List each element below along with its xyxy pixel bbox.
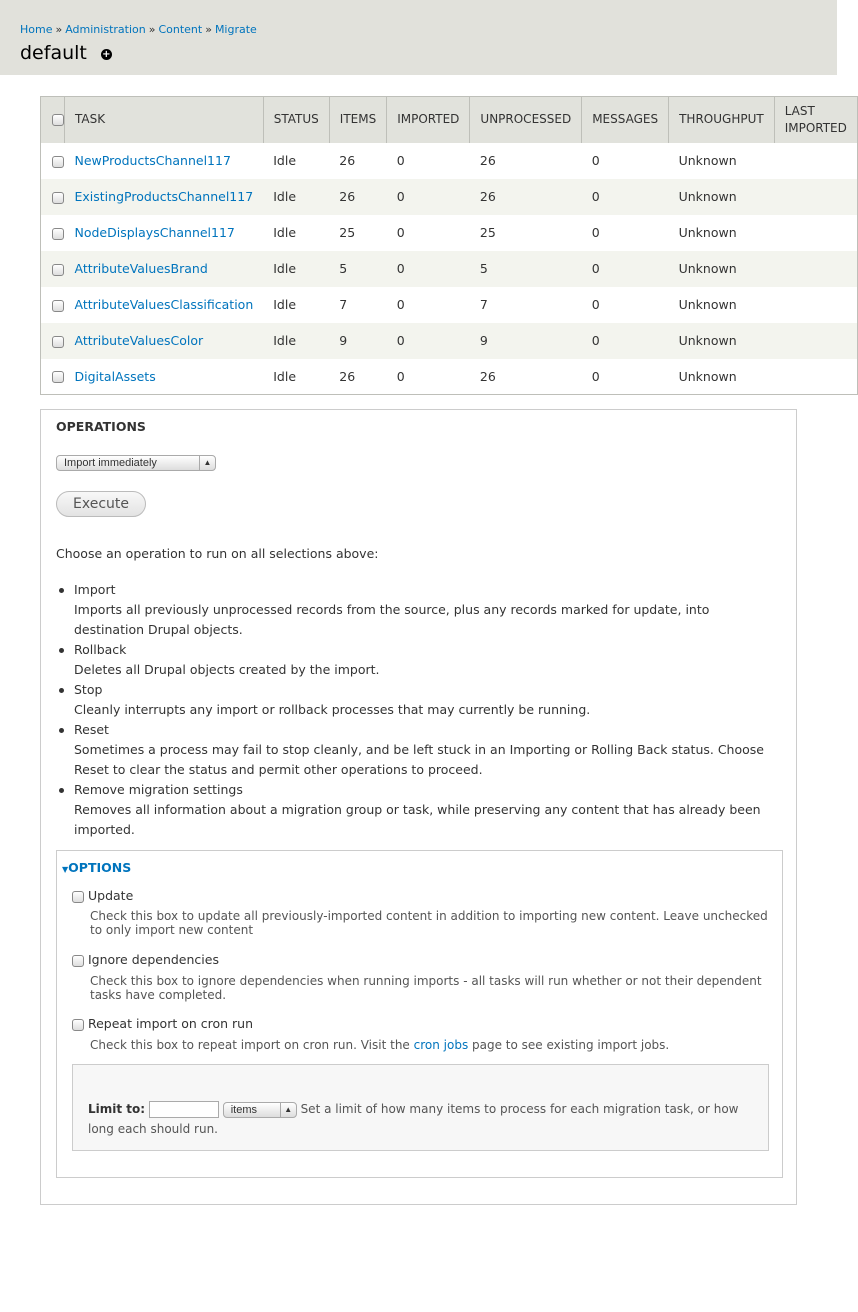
cell-last-imported	[774, 359, 857, 395]
cell-imported: 0	[387, 251, 470, 287]
cell-items: 5	[329, 251, 386, 287]
breadcrumb-administration[interactable]: Administration	[65, 23, 146, 36]
update-description: Check this box to update all previously-imported content in addition to importing new content. Leave unchecked to only import new content	[90, 909, 768, 937]
triangle-down-icon: ▼	[62, 865, 69, 874]
select-arrows-icon: ▲	[280, 1103, 296, 1117]
table-row	[41, 359, 858, 395]
col-items[interactable]: ITEMS	[329, 97, 386, 143]
table-row	[41, 143, 858, 179]
ignore-dependencies-description: Check this box to ignore dependencies when running imports - all tasks will run whether or not their dependent tasks have completed.	[90, 974, 762, 1002]
cell-last-imported	[774, 215, 857, 251]
breadcrumb-content[interactable]: Content	[158, 23, 203, 36]
operation-title: Stop	[74, 682, 103, 697]
options-fieldset	[56, 850, 783, 1178]
table-row	[41, 179, 858, 215]
cell-last-imported	[774, 179, 857, 215]
col-task[interactable]: TASK	[65, 97, 264, 143]
ignore-dependencies-option[interactable]	[72, 952, 219, 967]
cell-unprocessed: 5	[470, 251, 582, 287]
col-imported[interactable]: IMPORTED	[387, 97, 470, 143]
cell-imported: 0	[387, 215, 470, 251]
cell-status: Idle	[263, 359, 329, 395]
operation-title: Rollback	[74, 642, 127, 657]
cell-last-imported	[774, 287, 857, 323]
cell-messages: 0	[582, 215, 669, 251]
cell-throughput: Unknown	[669, 287, 775, 323]
operations-fieldset	[40, 409, 797, 1205]
cell-imported: 0	[387, 359, 470, 395]
operations-list	[56, 580, 776, 840]
cell-items: 7	[329, 287, 386, 323]
operation-select-value: Import immediately	[64, 457, 157, 469]
cell-throughput: Unknown	[669, 215, 775, 251]
table-row	[41, 287, 858, 323]
update-label: Update	[87, 888, 134, 903]
cell-last-imported	[774, 323, 857, 359]
task-link[interactable]: AttributeValuesBrand	[74, 261, 208, 276]
cell-messages: 0	[582, 179, 669, 215]
cell-items: 26	[329, 179, 386, 215]
operation-description: Deletes all Drupal objects created by the import.	[74, 662, 380, 677]
operations-intro: Choose an operation to run on all selections above:	[56, 546, 379, 561]
operation-item	[56, 640, 776, 680]
cell-messages: 0	[582, 323, 669, 359]
operation-item	[56, 720, 776, 780]
repeat-cron-description	[90, 1038, 780, 1052]
limit-input[interactable]	[149, 1101, 219, 1118]
cell-throughput: Unknown	[669, 143, 775, 179]
cell-messages: 0	[582, 359, 669, 395]
ignore-dependencies-checkbox[interactable]	[72, 955, 84, 967]
cell-messages: 0	[582, 143, 669, 179]
operation-description: Imports all previously unprocessed records from the source, plus any records marked for update, into destination Drupal objects.	[74, 602, 710, 637]
cell-throughput: Unknown	[669, 179, 775, 215]
cell-status: Idle	[263, 215, 329, 251]
cell-status: Idle	[263, 287, 329, 323]
operation-item	[56, 580, 776, 640]
cell-messages: 0	[582, 287, 669, 323]
update-option[interactable]	[72, 888, 133, 903]
options-legend: OPTIONS	[68, 860, 132, 875]
page-title-text: default	[20, 42, 87, 64]
operation-item	[56, 680, 776, 720]
cell-throughput: Unknown	[669, 359, 775, 395]
page-title	[20, 42, 112, 64]
task-link[interactable]: AttributeValuesClassification	[74, 297, 254, 312]
cell-status: Idle	[263, 251, 329, 287]
repeat-desc-post: page to see existing import jobs.	[468, 1038, 670, 1052]
ignore-dependencies-label: Ignore dependencies	[87, 952, 219, 967]
limit-unit-select[interactable]	[223, 1102, 297, 1118]
task-link[interactable]: NodeDisplaysChannel117	[74, 225, 235, 240]
row-checkbox[interactable]	[52, 192, 64, 204]
table-row	[41, 215, 858, 251]
repeat-cron-label: Repeat import on cron run	[87, 1016, 254, 1031]
operation-description: Cleanly interrupts any import or rollback processes that may currently be running.	[74, 702, 591, 717]
row-checkbox[interactable]	[52, 336, 64, 348]
row-checkbox[interactable]	[52, 300, 64, 312]
cell-unprocessed: 9	[470, 323, 582, 359]
col-throughput[interactable]: THROUGHPUT	[669, 97, 775, 143]
cell-imported: 0	[387, 287, 470, 323]
cell-imported: 0	[387, 179, 470, 215]
row-checkbox[interactable]	[52, 228, 64, 240]
col-last-imported[interactable]: LAST IMPORTED	[774, 97, 857, 143]
cell-unprocessed: 26	[470, 359, 582, 395]
limit-box	[72, 1064, 769, 1151]
cell-items: 25	[329, 215, 386, 251]
table-row	[41, 251, 858, 287]
operation-title: Import	[74, 582, 116, 597]
repeat-cron-checkbox[interactable]	[72, 1019, 84, 1031]
task-link[interactable]: ExistingProductsChannel117	[74, 189, 254, 204]
select-all-checkbox[interactable]	[52, 114, 64, 126]
page-header	[0, 0, 837, 75]
operation-description: Sometimes a process may fail to stop cleanly, and be left stuck in an Importing or Rolling Back status. Choose Reset to clear the status and permit other operations to proceed.	[74, 742, 764, 777]
execute-button[interactable]: Execute	[56, 491, 146, 517]
breadcrumb: Home » Administration » Content » Migrate	[20, 23, 257, 36]
options-toggle[interactable]	[62, 860, 131, 875]
cell-items: 26	[329, 359, 386, 395]
row-checkbox[interactable]	[52, 371, 64, 383]
task-link[interactable]: DigitalAssets	[74, 368, 156, 384]
cell-imported: 0	[387, 323, 470, 359]
repeat-desc-pre: Check this box to repeat import on cron run. Visit the	[90, 1038, 414, 1052]
cell-status: Idle	[263, 143, 329, 179]
cell-status: Idle	[263, 323, 329, 359]
operation-title: Reset	[74, 722, 109, 737]
breadcrumb-migrate[interactable]: Migrate	[214, 23, 257, 36]
cell-throughput: Unknown	[669, 251, 775, 287]
cell-imported: 0	[387, 143, 470, 179]
cell-last-imported	[774, 251, 857, 287]
row-checkbox[interactable]	[52, 264, 64, 276]
select-arrows-icon: ▲	[199, 456, 215, 470]
col-unprocessed[interactable]: UNPROCESSED	[470, 97, 582, 143]
col-messages[interactable]: MESSAGES	[582, 97, 669, 143]
operation-select[interactable]	[56, 455, 216, 471]
tasks-table	[40, 96, 858, 395]
operations-legend: OPERATIONS	[56, 419, 146, 434]
task-link[interactable]: AttributeValuesColor	[74, 333, 204, 348]
repeat-cron-option[interactable]	[72, 1016, 253, 1031]
update-checkbox[interactable]	[72, 891, 84, 903]
cell-throughput: Unknown	[669, 323, 775, 359]
cell-unprocessed: 25	[470, 215, 582, 251]
cell-status: Idle	[263, 179, 329, 215]
cell-unprocessed: 7	[470, 287, 582, 323]
cell-items: 26	[329, 143, 386, 179]
breadcrumb-home[interactable]: Home	[20, 23, 53, 36]
add-shortcut-icon[interactable]: +	[102, 49, 111, 60]
operation-title: Remove migration settings	[74, 782, 243, 797]
operation-description: Removes all information about a migration group or task, while preserving any content that has already been imported.	[74, 802, 761, 837]
row-checkbox[interactable]	[52, 156, 64, 168]
cell-unprocessed: 26	[470, 143, 582, 179]
cell-messages: 0	[582, 251, 669, 287]
cron-jobs-link[interactable]: cron jobs	[413, 1038, 469, 1052]
limit-label: Limit to:	[88, 1102, 146, 1116]
limit-description: Set a limit of how many items to process for each migration task, or how long each should run.	[88, 1102, 739, 1136]
operation-item	[56, 780, 776, 840]
col-status[interactable]: STATUS	[263, 97, 329, 143]
table-row	[41, 323, 858, 359]
cell-last-imported	[774, 143, 857, 179]
task-link[interactable]: NewProductsChannel117	[74, 153, 231, 168]
limit-unit-value: items	[230, 1103, 258, 1116]
cell-items: 9	[329, 323, 386, 359]
cell-unprocessed: 26	[470, 179, 582, 215]
